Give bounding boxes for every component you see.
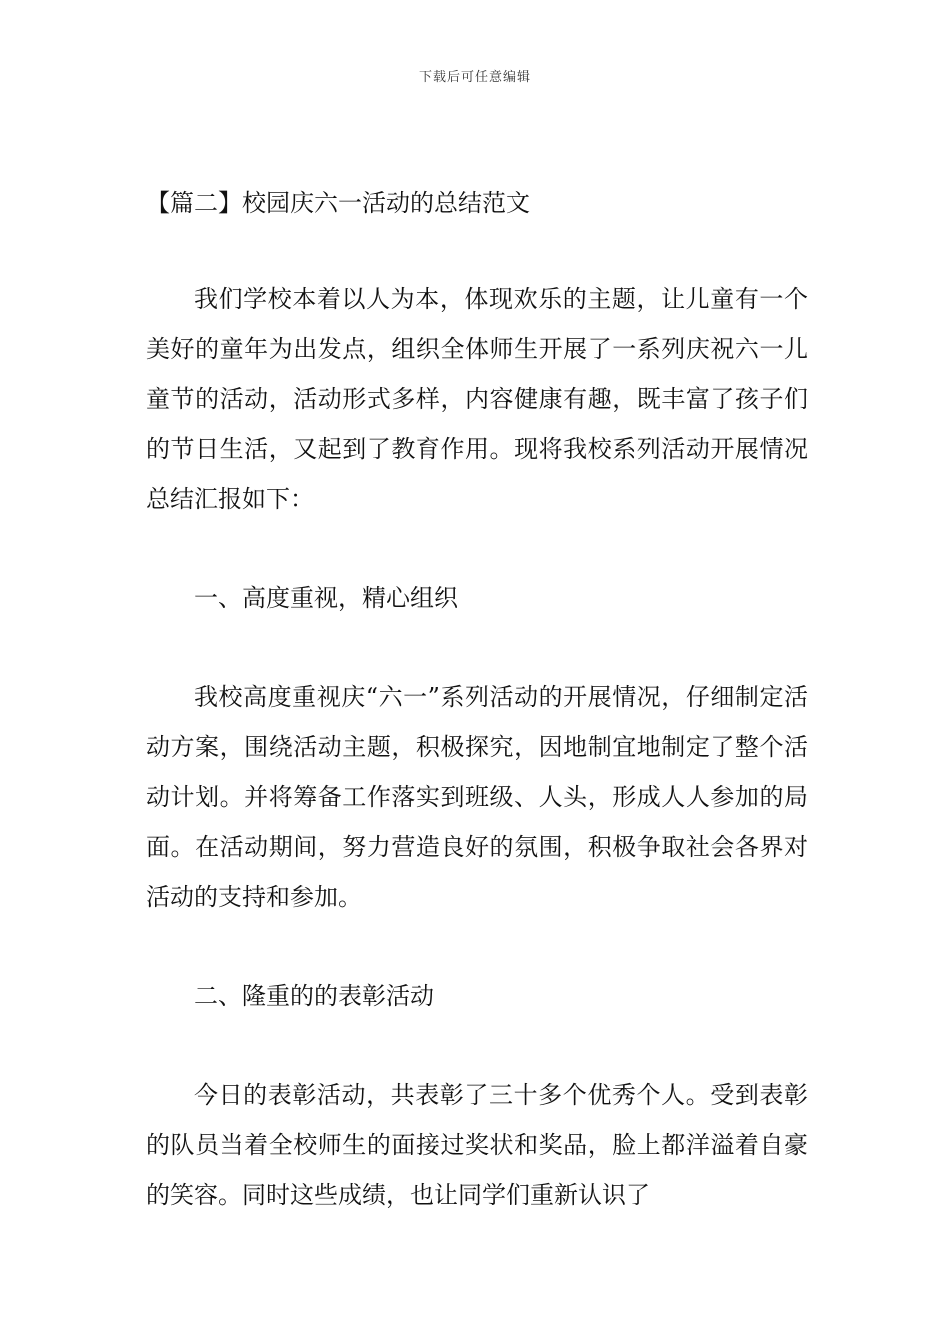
document-body (146, 178, 808, 1220)
section-heading-2: 二、隆重的的表彰活动 (194, 982, 434, 1010)
section-body-1: 我校高度重视庆“六一”系列活动的开展情况，仔细制定活动方案，围绕活动主题，积极探究，因地制宜地制定了整个活动计划。并将筹备工作落实到班级、人头，形成人人参加的局面。在活动期间，努力营造良好的氛围，积极争取社会各界对活动的支持和参加。 (146, 683, 808, 911)
section-heading-1: 一、高度重视，精心组织 (194, 584, 458, 612)
page-header-note: 下载后可任意编辑 (418, 70, 531, 85)
intro-paragraph: 我们学校本着以人为本，体现欢乐的主题，让儿童有一个美好的童年为出发点，组织全体师生开展了一系列庆祝六一儿童节的活动，活动形式多样，内容健康有趣，既丰富了孩子们的节日生活，又起到了教育作用。现将我校系列活动开展情况总结汇报如下： (146, 285, 808, 513)
document-title: 【篇二】校园庆六一活动的总结范文 (146, 189, 530, 217)
section-body-2: 今日的表彰活动，共表彰了三十多个优秀个人。受到表彰的队员当着全校师生的面接过奖状和奖品，脸上都洋溢着自豪的笑容。同时这些成绩，也让同学们重新认识了 (146, 1081, 808, 1209)
